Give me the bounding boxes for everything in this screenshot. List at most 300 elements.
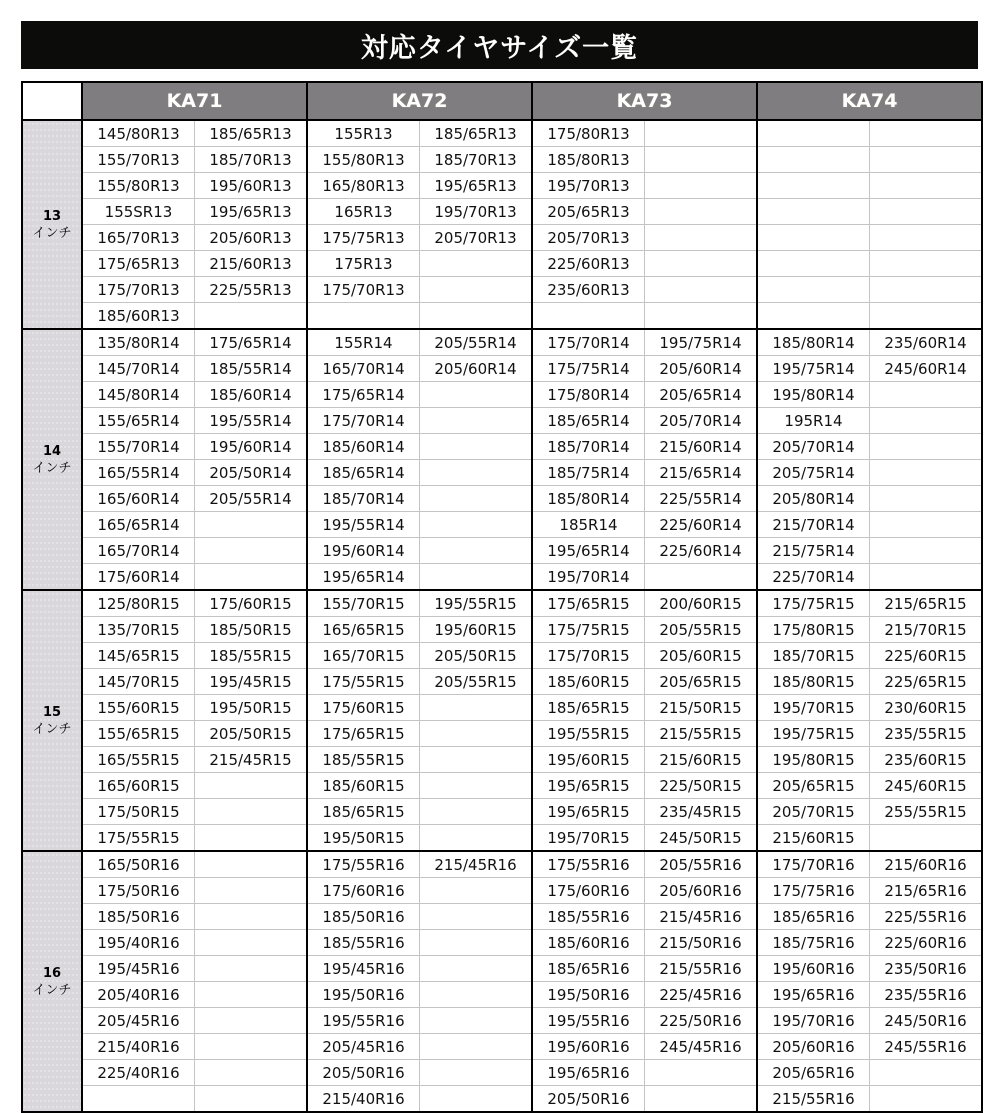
tire-size-cell <box>757 173 870 199</box>
tire-size-cell: 185/55R14 <box>195 356 308 382</box>
tire-size-cell: 175/70R15 <box>532 643 645 669</box>
tire-size-cell <box>645 199 758 225</box>
tire-size-cell <box>645 564 758 591</box>
page-title: 対応タイヤサイズ一覧 <box>21 21 978 69</box>
header-row <box>22 82 982 120</box>
tire-size-cell <box>757 120 870 147</box>
tire-size-cell: 155R13 <box>307 120 420 147</box>
tire-size-cell <box>307 303 420 330</box>
tire-size-cell <box>420 408 533 434</box>
tire-size-cell: 225/45R16 <box>645 982 758 1008</box>
tire-size-cell: 245/60R14 <box>870 356 983 382</box>
tire-size-cell: 215/65R16 <box>870 878 983 904</box>
tire-size-cell: 175/75R13 <box>307 225 420 251</box>
tire-size-cell: 230/60R15 <box>870 695 983 721</box>
table-row <box>22 382 982 408</box>
tire-size-cell: 225/50R16 <box>645 1008 758 1034</box>
tire-size-cell: 195/65R13 <box>420 173 533 199</box>
tire-size-cell: 205/60R14 <box>645 356 758 382</box>
tire-size-cell <box>420 799 533 825</box>
tire-size-cell: 185/65R14 <box>532 408 645 434</box>
tire-size-cell: 175/80R15 <box>757 617 870 643</box>
tire-size-cell: 225/60R14 <box>645 538 758 564</box>
tire-size-cell: 135/80R14 <box>82 329 195 356</box>
tire-size-cell <box>420 904 533 930</box>
rim-size-unit: インチ <box>32 982 72 998</box>
tire-size-cell: 205/55R14 <box>420 329 533 356</box>
tire-size-cell: 215/70R15 <box>870 617 983 643</box>
tire-size-cell: 175/80R14 <box>532 382 645 408</box>
tire-size-cell: 195/55R15 <box>420 590 533 617</box>
tire-size-cell <box>645 251 758 277</box>
tire-size-cell: 185/65R15 <box>307 799 420 825</box>
tire-size-cell: 195/60R16 <box>532 1034 645 1060</box>
tire-size-cell: 165/70R15 <box>307 643 420 669</box>
tire-size-cell: 155/65R14 <box>82 408 195 434</box>
tire-size-cell <box>870 564 983 591</box>
tire-size-cell: 205/70R14 <box>645 408 758 434</box>
tire-size-cell: 175/50R15 <box>82 799 195 825</box>
tire-size-cell: 145/80R13 <box>82 120 195 147</box>
tire-size-cell: 245/60R15 <box>870 773 983 799</box>
tire-size-cell <box>420 825 533 852</box>
rim-size-unit: インチ <box>32 225 72 241</box>
tire-size-cell: 185/80R15 <box>757 669 870 695</box>
tire-size-cell: 185/55R15 <box>195 643 308 669</box>
table-row <box>22 825 982 852</box>
tire-size-cell: 165/65R14 <box>82 512 195 538</box>
tire-size-cell: 195/50R16 <box>307 982 420 1008</box>
tire-size-cell: 205/70R15 <box>757 799 870 825</box>
tire-size-cell <box>757 277 870 303</box>
tire-size-cell: 205/70R13 <box>420 225 533 251</box>
tire-size-cell: 185/70R14 <box>532 434 645 460</box>
tire-size-cell: 185/55R15 <box>307 747 420 773</box>
tire-size-cell: 205/60R16 <box>757 1034 870 1060</box>
tire-size-cell <box>420 982 533 1008</box>
table-row <box>22 747 982 773</box>
table-row <box>22 773 982 799</box>
tire-size-table <box>21 81 983 1113</box>
tire-size-cell: 205/65R15 <box>645 669 758 695</box>
table-row <box>22 329 982 356</box>
tire-size-cell: 245/50R16 <box>870 1008 983 1034</box>
tire-size-cell: 185/60R14 <box>307 434 420 460</box>
table-row <box>22 303 982 330</box>
table-row <box>22 669 982 695</box>
tire-size-cell: 185/65R14 <box>307 460 420 486</box>
tire-size-cell: 205/65R16 <box>757 1060 870 1086</box>
table-row <box>22 1034 982 1060</box>
table-row <box>22 851 982 878</box>
tire-size-cell: 155/80R13 <box>307 147 420 173</box>
tire-size-cell: 165/70R14 <box>82 538 195 564</box>
tire-size-cell <box>870 825 983 852</box>
tire-size-cell: 185/60R16 <box>532 930 645 956</box>
tire-size-cell: 215/60R13 <box>195 251 308 277</box>
table-row <box>22 799 982 825</box>
tire-size-cell: 195/60R14 <box>195 434 308 460</box>
tire-size-cell <box>870 277 983 303</box>
model-header-ka71: KA71 <box>82 82 307 120</box>
tire-size-cell: 155/80R13 <box>82 173 195 199</box>
tire-size-cell: 225/70R14 <box>757 564 870 591</box>
table-row <box>22 878 982 904</box>
tire-size-cell: 175/70R13 <box>307 277 420 303</box>
tire-size-cell: 185/50R16 <box>82 904 195 930</box>
tire-size-cell <box>195 1086 308 1113</box>
tire-size-cell <box>420 303 533 330</box>
tire-size-cell: 185/65R16 <box>757 904 870 930</box>
tire-size-cell: 195/75R15 <box>757 721 870 747</box>
tire-size-cell: 215/60R14 <box>645 434 758 460</box>
tire-size-cell <box>195 956 308 982</box>
tire-size-cell: 195/65R14 <box>532 538 645 564</box>
tire-size-cell: 195/55R14 <box>195 408 308 434</box>
tire-size-cell: 205/60R14 <box>420 356 533 382</box>
table-row <box>22 512 982 538</box>
tire-size-cell <box>645 120 758 147</box>
tire-size-cell: 195/80R15 <box>757 747 870 773</box>
tire-size-cell <box>757 303 870 330</box>
tire-size-cell: 175/55R16 <box>532 851 645 878</box>
tire-size-cell: 155SR13 <box>82 199 195 225</box>
tire-size-cell: 175/55R16 <box>307 851 420 878</box>
tire-size-cell: 175/75R15 <box>757 590 870 617</box>
tire-size-cell: 215/45R16 <box>645 904 758 930</box>
tire-size-cell: 205/80R14 <box>757 486 870 512</box>
tire-size-cell <box>420 486 533 512</box>
tire-size-cell: 165/60R14 <box>82 486 195 512</box>
tire-size-cell: 195/50R15 <box>195 695 308 721</box>
table-row <box>22 486 982 512</box>
tire-size-cell: 205/45R16 <box>307 1034 420 1060</box>
tire-size-cell: 215/60R15 <box>645 747 758 773</box>
tire-size-cell <box>870 303 983 330</box>
rim-size-number: 16 <box>42 965 62 981</box>
tire-size-cell: 185/80R13 <box>532 147 645 173</box>
tire-size-cell: 175/50R16 <box>82 878 195 904</box>
tire-size-cell: 225/55R16 <box>870 904 983 930</box>
tire-size-cell: 185/80R14 <box>532 486 645 512</box>
tire-size-cell <box>420 277 533 303</box>
tire-size-cell: 215/65R14 <box>645 460 758 486</box>
tire-size-cell: 185/65R16 <box>532 956 645 982</box>
tire-size-cell: 205/55R15 <box>645 617 758 643</box>
rim-size-number: 15 <box>42 704 62 720</box>
tire-size-cell: 195/70R15 <box>532 825 645 852</box>
table-body <box>22 120 982 1112</box>
table-row <box>22 1086 982 1113</box>
tire-size-cell: 215/70R14 <box>757 512 870 538</box>
tire-size-cell: 195/60R15 <box>532 747 645 773</box>
table-row <box>22 695 982 721</box>
tire-size-cell: 195/80R14 <box>757 382 870 408</box>
tire-size-cell: 205/60R16 <box>645 878 758 904</box>
tire-size-cell: 195/70R14 <box>532 564 645 591</box>
tire-size-cell <box>420 695 533 721</box>
tire-size-cell <box>420 1008 533 1034</box>
tire-size-cell <box>420 251 533 277</box>
tire-size-cell: 195/60R16 <box>757 956 870 982</box>
tire-size-cell: 185/55R16 <box>532 904 645 930</box>
rim-size-number: 13 <box>42 208 62 224</box>
tire-size-cell: 175/65R15 <box>532 590 645 617</box>
tire-size-cell <box>420 434 533 460</box>
tire-size-cell: 155R14 <box>307 329 420 356</box>
tire-size-cell: 205/60R13 <box>195 225 308 251</box>
tire-size-cell: 165/60R15 <box>82 773 195 799</box>
tire-size-cell <box>195 564 308 591</box>
tire-size-cell: 195/45R15 <box>195 669 308 695</box>
tire-size-cell <box>420 721 533 747</box>
tire-size-cell <box>870 1060 983 1086</box>
table-row <box>22 460 982 486</box>
tire-size-cell: 205/55R16 <box>645 851 758 878</box>
tire-size-cell <box>195 825 308 852</box>
rim-size-number: 14 <box>42 443 62 459</box>
tire-size-cell: 175/70R14 <box>307 408 420 434</box>
rim-size-label <box>22 120 82 329</box>
tire-size-cell: 175/70R16 <box>757 851 870 878</box>
tire-size-cell <box>420 747 533 773</box>
tire-size-cell: 225/60R16 <box>870 930 983 956</box>
tire-size-cell: 205/50R16 <box>532 1086 645 1113</box>
tire-size-cell <box>420 930 533 956</box>
table-row <box>22 120 982 147</box>
tire-size-cell: 245/55R16 <box>870 1034 983 1060</box>
tire-size-cell: 185/65R13 <box>195 120 308 147</box>
tire-size-cell: 195/45R16 <box>82 956 195 982</box>
tire-size-cell: 175/80R13 <box>532 120 645 147</box>
tire-size-cell: 175/60R14 <box>82 564 195 591</box>
table-row <box>22 147 982 173</box>
tire-size-cell <box>195 1060 308 1086</box>
table-row <box>22 356 982 382</box>
table-row <box>22 434 982 460</box>
model-header-ka72: KA72 <box>307 82 532 120</box>
tire-size-cell: 185/65R15 <box>532 695 645 721</box>
tire-size-cell <box>645 1060 758 1086</box>
rim-size-unit: インチ <box>32 460 72 476</box>
tire-size-cell: 205/50R16 <box>307 1060 420 1086</box>
tire-size-cell: 225/60R13 <box>532 251 645 277</box>
tire-size-cell: 145/70R15 <box>82 669 195 695</box>
tire-size-cell: 175/55R15 <box>82 825 195 852</box>
tire-size-cell: 205/60R15 <box>645 643 758 669</box>
tire-size-cell: 215/65R15 <box>870 590 983 617</box>
tire-size-cell <box>645 277 758 303</box>
tire-size-cell <box>757 147 870 173</box>
rim-size-unit: インチ <box>32 721 72 737</box>
tire-size-cell: 175/75R16 <box>757 878 870 904</box>
tire-size-cell <box>532 303 645 330</box>
tire-size-cell: 255/55R15 <box>870 799 983 825</box>
tire-size-cell: 185/70R15 <box>757 643 870 669</box>
tire-size-cell: 195/75R14 <box>645 329 758 356</box>
tire-size-cell <box>195 799 308 825</box>
tire-size-cell: 205/65R14 <box>645 382 758 408</box>
tire-size-cell: 185/60R15 <box>307 773 420 799</box>
tire-size-cell: 185/50R16 <box>307 904 420 930</box>
tire-size-cell: 165/70R14 <box>307 356 420 382</box>
table-row <box>22 538 982 564</box>
tire-size-cell: 195/65R16 <box>532 1060 645 1086</box>
tire-size-cell: 195/65R15 <box>532 799 645 825</box>
tire-size-cell: 235/50R16 <box>870 956 983 982</box>
tire-size-cell: 205/45R16 <box>82 1008 195 1034</box>
tire-size-cell: 145/80R14 <box>82 382 195 408</box>
tire-size-cell <box>870 225 983 251</box>
rim-size-label <box>22 590 82 851</box>
tire-size-cell <box>195 1008 308 1034</box>
tire-size-cell <box>195 773 308 799</box>
tire-size-cell: 165/55R14 <box>82 460 195 486</box>
tire-size-cell: 195/75R14 <box>757 356 870 382</box>
tire-size-cell: 175/65R14 <box>195 329 308 356</box>
corner-cell <box>22 82 82 120</box>
tire-size-cell: 215/75R14 <box>757 538 870 564</box>
tire-size-cell: 225/55R14 <box>645 486 758 512</box>
tire-size-cell: 205/50R14 <box>195 460 308 486</box>
tire-size-cell <box>870 382 983 408</box>
tire-size-cell: 215/60R16 <box>870 851 983 878</box>
tire-size-cell: 195/55R14 <box>307 512 420 538</box>
tire-size-cell: 205/55R15 <box>420 669 533 695</box>
tire-size-cell <box>870 434 983 460</box>
tire-size-cell: 215/55R16 <box>645 956 758 982</box>
table-row <box>22 199 982 225</box>
tire-size-cell: 195/65R16 <box>757 982 870 1008</box>
tire-size-cell: 185/60R14 <box>195 382 308 408</box>
tire-size-cell: 185/50R15 <box>195 617 308 643</box>
tire-size-cell <box>195 904 308 930</box>
tire-size-cell: 165/80R13 <box>307 173 420 199</box>
tire-size-cell: 175/60R16 <box>307 878 420 904</box>
tire-size-cell: 225/40R16 <box>82 1060 195 1086</box>
tire-size-cell: 205/55R14 <box>195 486 308 512</box>
tire-size-cell: 185/75R16 <box>757 930 870 956</box>
table-row <box>22 956 982 982</box>
tire-size-cell <box>870 1086 983 1113</box>
tire-size-cell <box>420 1060 533 1086</box>
tire-size-cell: 215/40R16 <box>307 1086 420 1113</box>
tire-size-cell: 165/70R13 <box>82 225 195 251</box>
tire-size-cell <box>420 512 533 538</box>
tire-size-cell: 215/50R16 <box>645 930 758 956</box>
tire-size-cell: 215/60R15 <box>757 825 870 852</box>
tire-size-cell: 235/45R15 <box>645 799 758 825</box>
tire-size-cell: 245/50R15 <box>645 825 758 852</box>
tire-size-cell: 185/75R14 <box>532 460 645 486</box>
tire-size-cell: 135/70R15 <box>82 617 195 643</box>
tire-size-cell <box>870 173 983 199</box>
tire-size-cell: 175/70R14 <box>532 329 645 356</box>
tire-size-cell: 205/70R14 <box>757 434 870 460</box>
tire-size-cell: 155/70R14 <box>82 434 195 460</box>
tire-size-cell <box>757 251 870 277</box>
tire-size-cell: 225/60R15 <box>870 643 983 669</box>
tire-size-cell: 195/65R14 <box>307 564 420 591</box>
tire-size-cell <box>420 460 533 486</box>
tire-size-cell: 175/65R15 <box>307 721 420 747</box>
tire-size-cell <box>757 199 870 225</box>
tire-size-cell <box>645 173 758 199</box>
tire-size-cell: 165/50R16 <box>82 851 195 878</box>
model-header-ka73: KA73 <box>532 82 757 120</box>
tire-size-cell <box>195 512 308 538</box>
tire-size-cell: 155/70R13 <box>82 147 195 173</box>
tire-size-cell: 145/65R15 <box>82 643 195 669</box>
tire-size-cell <box>195 538 308 564</box>
tire-size-cell: 195/60R13 <box>195 173 308 199</box>
tire-size-cell: 195/55R16 <box>532 1008 645 1034</box>
tire-size-cell: 215/50R15 <box>645 695 758 721</box>
table-header <box>22 82 982 120</box>
tire-size-cell <box>870 460 983 486</box>
tire-size-cell: 155/70R15 <box>307 590 420 617</box>
tire-size-cell <box>870 199 983 225</box>
tire-size-cell <box>420 382 533 408</box>
table-row <box>22 1060 982 1086</box>
tire-size-cell: 215/45R16 <box>420 851 533 878</box>
tire-size-cell <box>757 225 870 251</box>
table-row <box>22 173 982 199</box>
tire-size-cell <box>420 1034 533 1060</box>
tire-size-cell <box>195 851 308 878</box>
tire-size-cell: 175/70R13 <box>82 277 195 303</box>
tire-size-cell: 175/60R15 <box>307 695 420 721</box>
table-row <box>22 1008 982 1034</box>
tire-size-cell: 235/55R15 <box>870 721 983 747</box>
tire-size-cell: 225/60R14 <box>645 512 758 538</box>
tire-size-cell: 175/60R15 <box>195 590 308 617</box>
tire-size-cell: 195/70R13 <box>532 173 645 199</box>
tire-size-cell: 205/50R15 <box>420 643 533 669</box>
table-row <box>22 564 982 591</box>
tire-size-cell: 205/50R15 <box>195 721 308 747</box>
tire-size-cell: 205/65R13 <box>532 199 645 225</box>
table-row <box>22 930 982 956</box>
tire-size-cell: 195/70R13 <box>420 199 533 225</box>
tire-size-cell: 195/70R16 <box>757 1008 870 1034</box>
tire-size-cell: 195R14 <box>757 408 870 434</box>
tire-size-cell <box>870 408 983 434</box>
tire-size-cell: 195/70R15 <box>757 695 870 721</box>
tire-size-cell: 155/65R15 <box>82 721 195 747</box>
tire-size-cell <box>195 303 308 330</box>
tire-size-cell <box>645 1086 758 1113</box>
model-header-ka74: KA74 <box>757 82 982 120</box>
tire-size-cell <box>195 930 308 956</box>
tire-size-cell: 175/65R14 <box>307 382 420 408</box>
tire-size-cell: 125/80R15 <box>82 590 195 617</box>
tire-size-cell: 185/55R16 <box>307 930 420 956</box>
tire-size-cell <box>420 538 533 564</box>
table-row <box>22 904 982 930</box>
tire-size-cell: 195/60R14 <box>307 538 420 564</box>
tire-size-cell: 195/65R15 <box>532 773 645 799</box>
table-row <box>22 643 982 669</box>
tire-size-cell: 175/75R15 <box>532 617 645 643</box>
table-row <box>22 225 982 251</box>
tire-size-cell: 225/50R15 <box>645 773 758 799</box>
tire-size-cell <box>195 878 308 904</box>
tire-size-cell <box>420 773 533 799</box>
tire-size-cell: 215/55R15 <box>645 721 758 747</box>
tire-size-cell: 185/60R13 <box>82 303 195 330</box>
tire-size-cell <box>195 982 308 1008</box>
